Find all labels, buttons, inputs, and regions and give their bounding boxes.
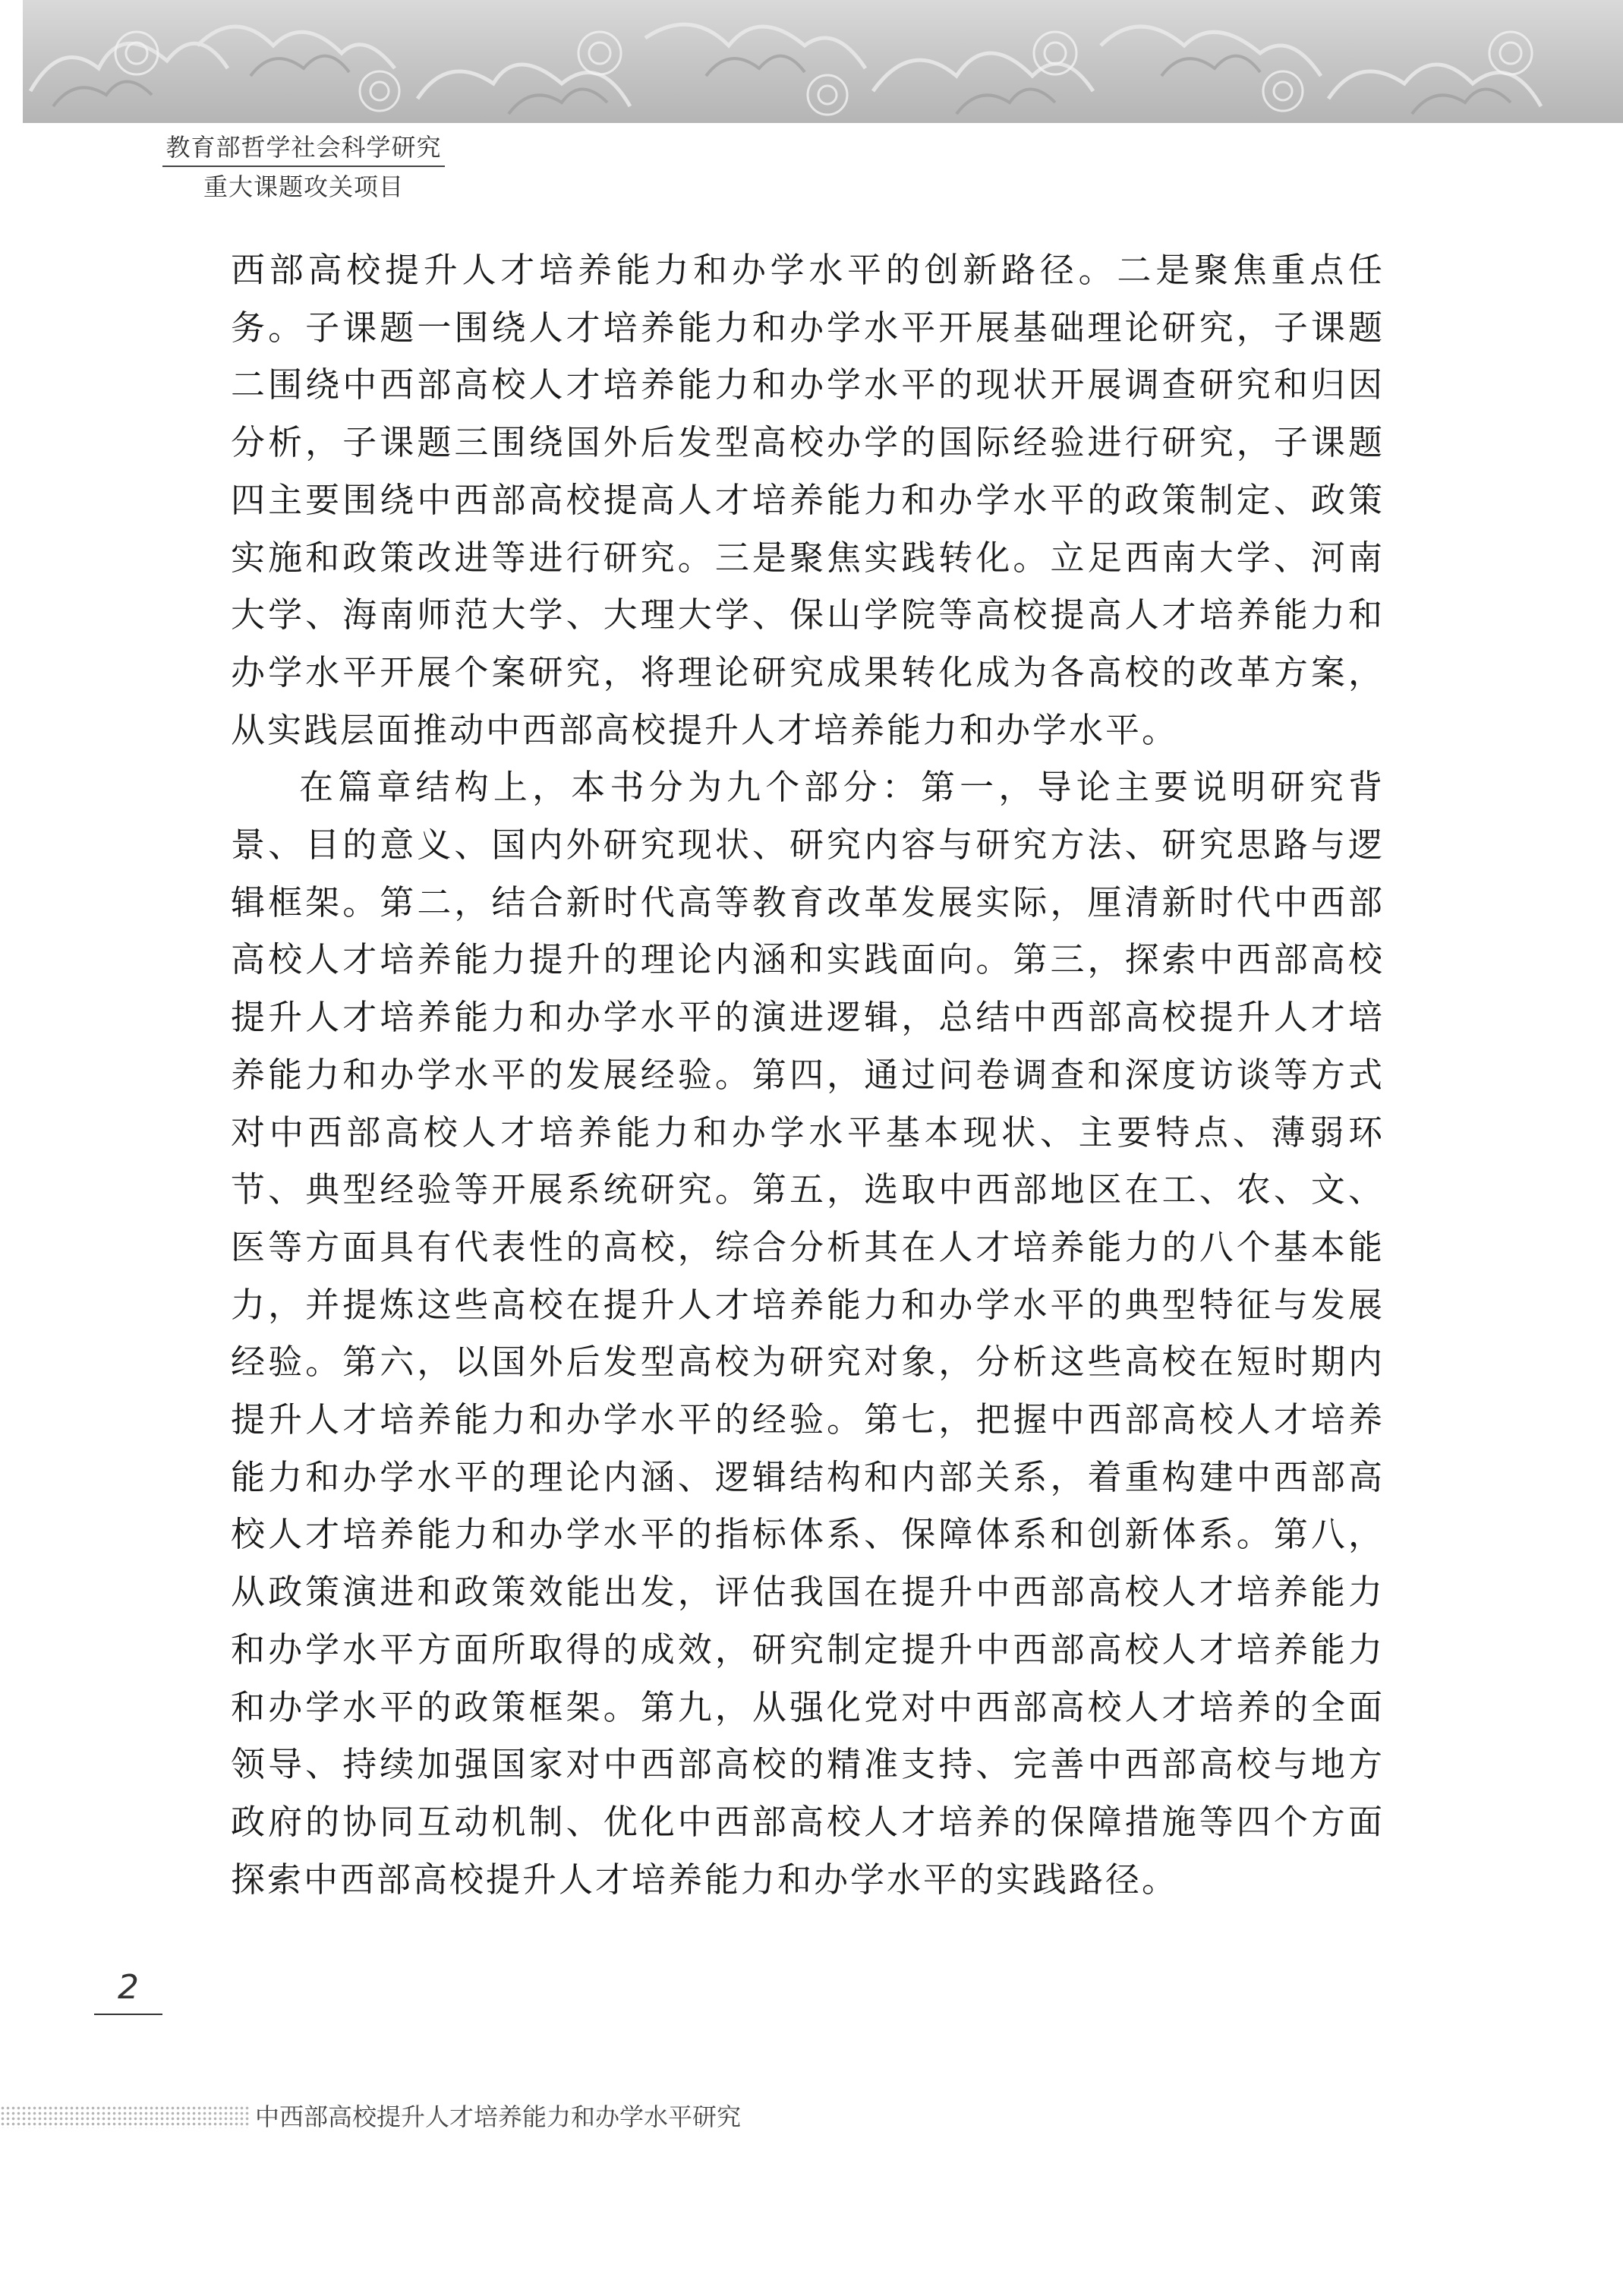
cloud-pattern-banner [23,0,1623,123]
cloud-pattern-icon [23,0,1623,123]
paragraph-continued: 西部高校提升人才培养能力和办学水平的创新路径。二是聚焦重点任务。子课题一围绕人才培养能力和办学水平开展基础理论研究，子课题二围绕中西部高校人才培养能力和办学水平的现状开展调查研究和归因分析，子课题三围绕国外后发型高校办学的国际经验进行研究，子课题四主要围绕中西部高校提高人才培养能力和办学水平的政策制定、政策实施和政策改进等进行研究。三是聚焦实践转化。立足西南大学、河南大学、海南师范大学、大理大学、保山学院等高校提高人才培养能力和办学水平开展个案研究，将理论研究成果转化成为各高校的改革方案，从实践层面推动中西部高校提升人才培养能力和办学水平。 [231,250,1385,750]
main-text [231,241,1385,1908]
footer-book-title: 中西部高校提升人才培养能力和办学水平研究 [255,2102,742,2131]
running-header [162,131,445,203]
paragraph-structure: 在篇章结构上，本书分为九个部分：第一，导论主要说明研究背景、目的意义、国内外研究现状、研究内容与研究方法、研究思路与逻辑框架。第二，结合新时代高等教育改革发展实际，厘清新时代中西部高校人才培养能力提升的理论内涵和实践面向。第三，探索中西部高校提升人才培养能力和办学水平的演进逻辑，总结中西部高校提升人才培养能力和办学水平的发展经验。第四，通过问卷调查和深度访谈等方式对中西部高校人才培养能力和办学水平基本现状、主要特点、薄弱环节、典型经验等开展系统研究。第五，选取中西部地区在工、农、文、医等方面具有代表性的高校，综合分析其在人才培养能力的八个基本能力，并提炼这些高校在提升人才培养能力和办学水平的典型特征与发展经验。第六，以国外后发型高校为研究对象，分析这些高校在短时期内提升人才培养能力和办学水平的经验。第七，把握中西部高校人才培养能力和办学水平的理论内涵、逻辑结构和内部关系，着重构建中西部高校人才培养能力和办学水平的指标体系、保障体系和创新体系。第八，从政策演进和政策效能出发，评估我国在提升中西部高校人才培养能力和办学水平方面所取得的成效，研究制定提升中西部高校人才培养能力和办学水平的政策框架。第九，从强化党对中西部高校人才培养的全面领导、持续加强国家对中西部高校的精准支持、完善中西部高校与地方政府的协同互动机制、优化中西部高校人才培养的保障措施等四个方面探索中西部高校提升人才培养能力和办学水平的实践路径。 [231,767,1385,1900]
header-series-subtitle: 重大课题攻关项目 [203,172,404,201]
header-series-title: 教育部哲学社会科学研究 [165,133,442,162]
header-divider [162,166,445,167]
page-number-underline [94,2014,162,2015]
footer-dot-pattern [0,2105,251,2128]
page-number: 2 [118,1968,139,2007]
